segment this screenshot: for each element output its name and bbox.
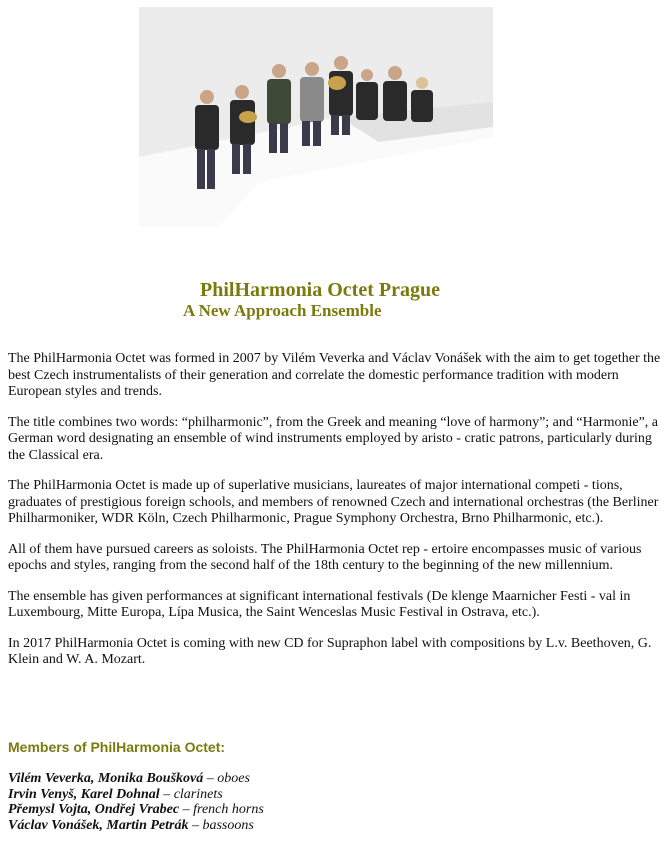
- member-role: – oboes: [203, 771, 250, 786]
- member-names: Irvin Venyš, Karel Dohnal: [8, 786, 160, 802]
- member-role: – french horns: [179, 802, 264, 817]
- member-line-oboes: [8, 771, 264, 787]
- paragraph-repertoire: All of them have pursued careers as soloists. The PhilHarmonia Octet rep - ertoire encompasses music of various epochs and styles, ranging from the second half of the 18th century to the beginning of the new millennium.: [8, 541, 642, 573]
- member-line-bassoons: [8, 818, 264, 834]
- member-names: Přemysl Vojta, Ondřej Vrabec: [8, 802, 180, 817]
- member-line-french-horns: [8, 802, 264, 818]
- member-role: – clarinets: [159, 786, 223, 802]
- members-list: [8, 771, 264, 833]
- paragraph-new-cd: In 2017 PhilHarmonia Octet is coming with new CD for Supraphon label with compositions by L.v. Beethoven, G. Klein and W. A. Mozart.: [8, 635, 652, 667]
- member-role: – bassoons: [188, 817, 254, 833]
- member-line-clarinets: [8, 787, 264, 803]
- members-heading: Members of PhilHarmonia Octet:: [8, 739, 226, 755]
- page-title: PhilHarmonia Octet Prague: [200, 279, 440, 301]
- page-subtitle: A New Approach Ensemble: [183, 301, 382, 320]
- paragraph-formation: The PhilHarmonia Octet was formed in 2007 by Vilém Veverka and Václav Vonášek with the aim to get together the best Czech instrumentalists of their generation and correlate the domestic performance tradition with modern European styles and trends.: [8, 351, 661, 399]
- ensemble-photo: [139, 7, 493, 227]
- paragraph-title-origin: The title combines two words: “philharmonic”, from the Greek and meaning “love of harmony”; and “Harmonie”, a German word designating an ensemble of wind instruments employed by aristo - cratic patrons, particularly during the Classical era.: [8, 414, 659, 463]
- member-names: Václav Vonášek, Martin Petrák: [8, 817, 189, 833]
- article-body: [8, 351, 663, 683]
- member-names: Vilém Veverka, Monika Boušková: [8, 771, 204, 786]
- paragraph-festivals: The ensemble has given performances at significant international festivals (De klenge Maarnicher Festi - val in Luxembourg, Mitte Europa, Lípa Musica, the Saint Wenceslas Music Festival in Ostrava, etc.).: [8, 588, 631, 620]
- paragraph-members-background: The PhilHarmonia Octet is made up of superlative musicians, laureates of major international competi - tions, graduates of prestigious foreign schools, and members of renowned Czech and international orchestras (the Berliner Philharmoniker, WDR Köln, Czech Philharmonic, Prague Symphony Orchestra, Brno Philharmonic, etc.).: [8, 478, 659, 526]
